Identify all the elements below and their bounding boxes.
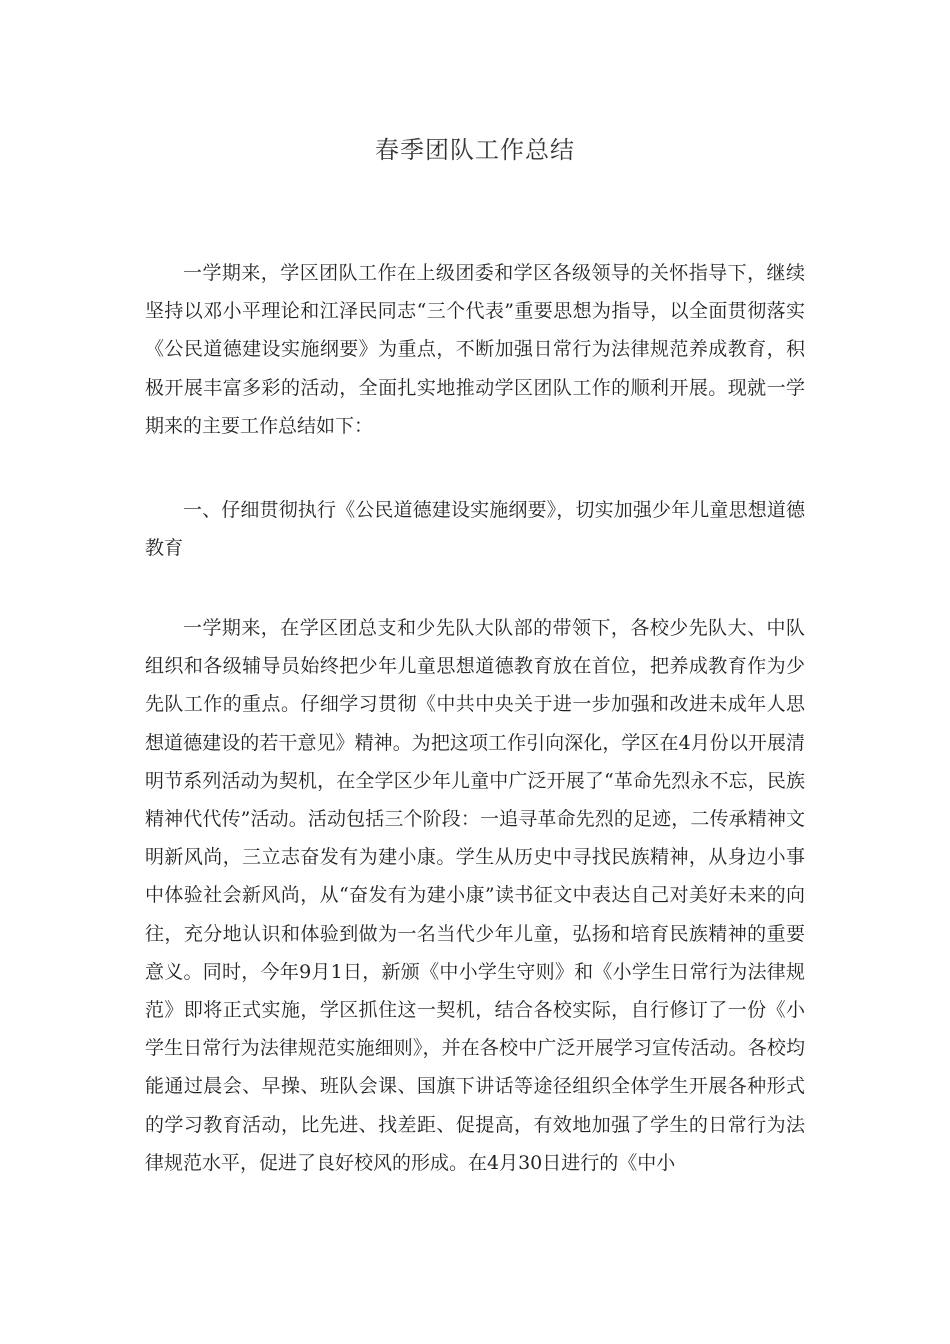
intro-paragraph: 一学期来，学区团队工作在上级团委和学区各级领导的关怀指导下，继续坚持以邓小平理论和江泽民同志“三个代表”重要思想为指导，以全面贯彻落实《公民道德建设实施纲要》为重点，不断加强日常行为法律规范养成教育，积极开展丰富多彩的活动，全面扎实地推动学区团队工作的顺利开展。现就一学期来的主要工作总结如下：: [145, 262, 805, 437]
body-paragraph: 一学期来，在学区团总支和少先队大队部的带领下，各校少先队大、中队组织和各级辅导员始终把少年儿童思想道德教育放在首位，把养成教育作为少先队工作的重点。仔细学习贯彻《中共中央关于进一步加强和改进未成年人思想道德建设的若干意见》精神。为把这项工作引向深化，学区在4月份以开展清明节系列活动为契机，在全学区少年儿童中广泛开展了“革命先烈永不忘，民族精神代代传”活动。活动包括三个阶段：一追寻革命先烈的足迹，二传承精神文明新风尚，三立志奋发有为建小康。学生从历史中寻找民族精神，从身边小事中体验社会新风尚，从“奋发有为建小康”读书征文中表达自己对美好未来的向往，充分地认识和体验到做为一名当代少年儿童，弘扬和培育民族精神的重要意义。同时，今年9月1日，新颁《中小学生守则》和《小学生日常行为法律规范》即将正式实施，学区抓住这一契机，结合各校实际，自行修订了一份《小学生日常行为法律规范实施细则》，并在各校中广泛开展学习宣传活动。各校均能通过晨会、早操、班队会课、国旗下讲话等途径组织全体学生开展各种形式的学习教育活动，比先进、找差距、促提高，有效地加强了学生的日常行为法律规范水平，促进了良好校风的形成。在4月30日进行的《中小: [145, 617, 805, 1174]
document-title: 春季团队工作总结: [375, 136, 575, 164]
section-heading-paragraph: 一、仔细贯彻执行《公民道德建设实施纲要》，切实加强少年儿童思想道德教育: [145, 499, 805, 560]
